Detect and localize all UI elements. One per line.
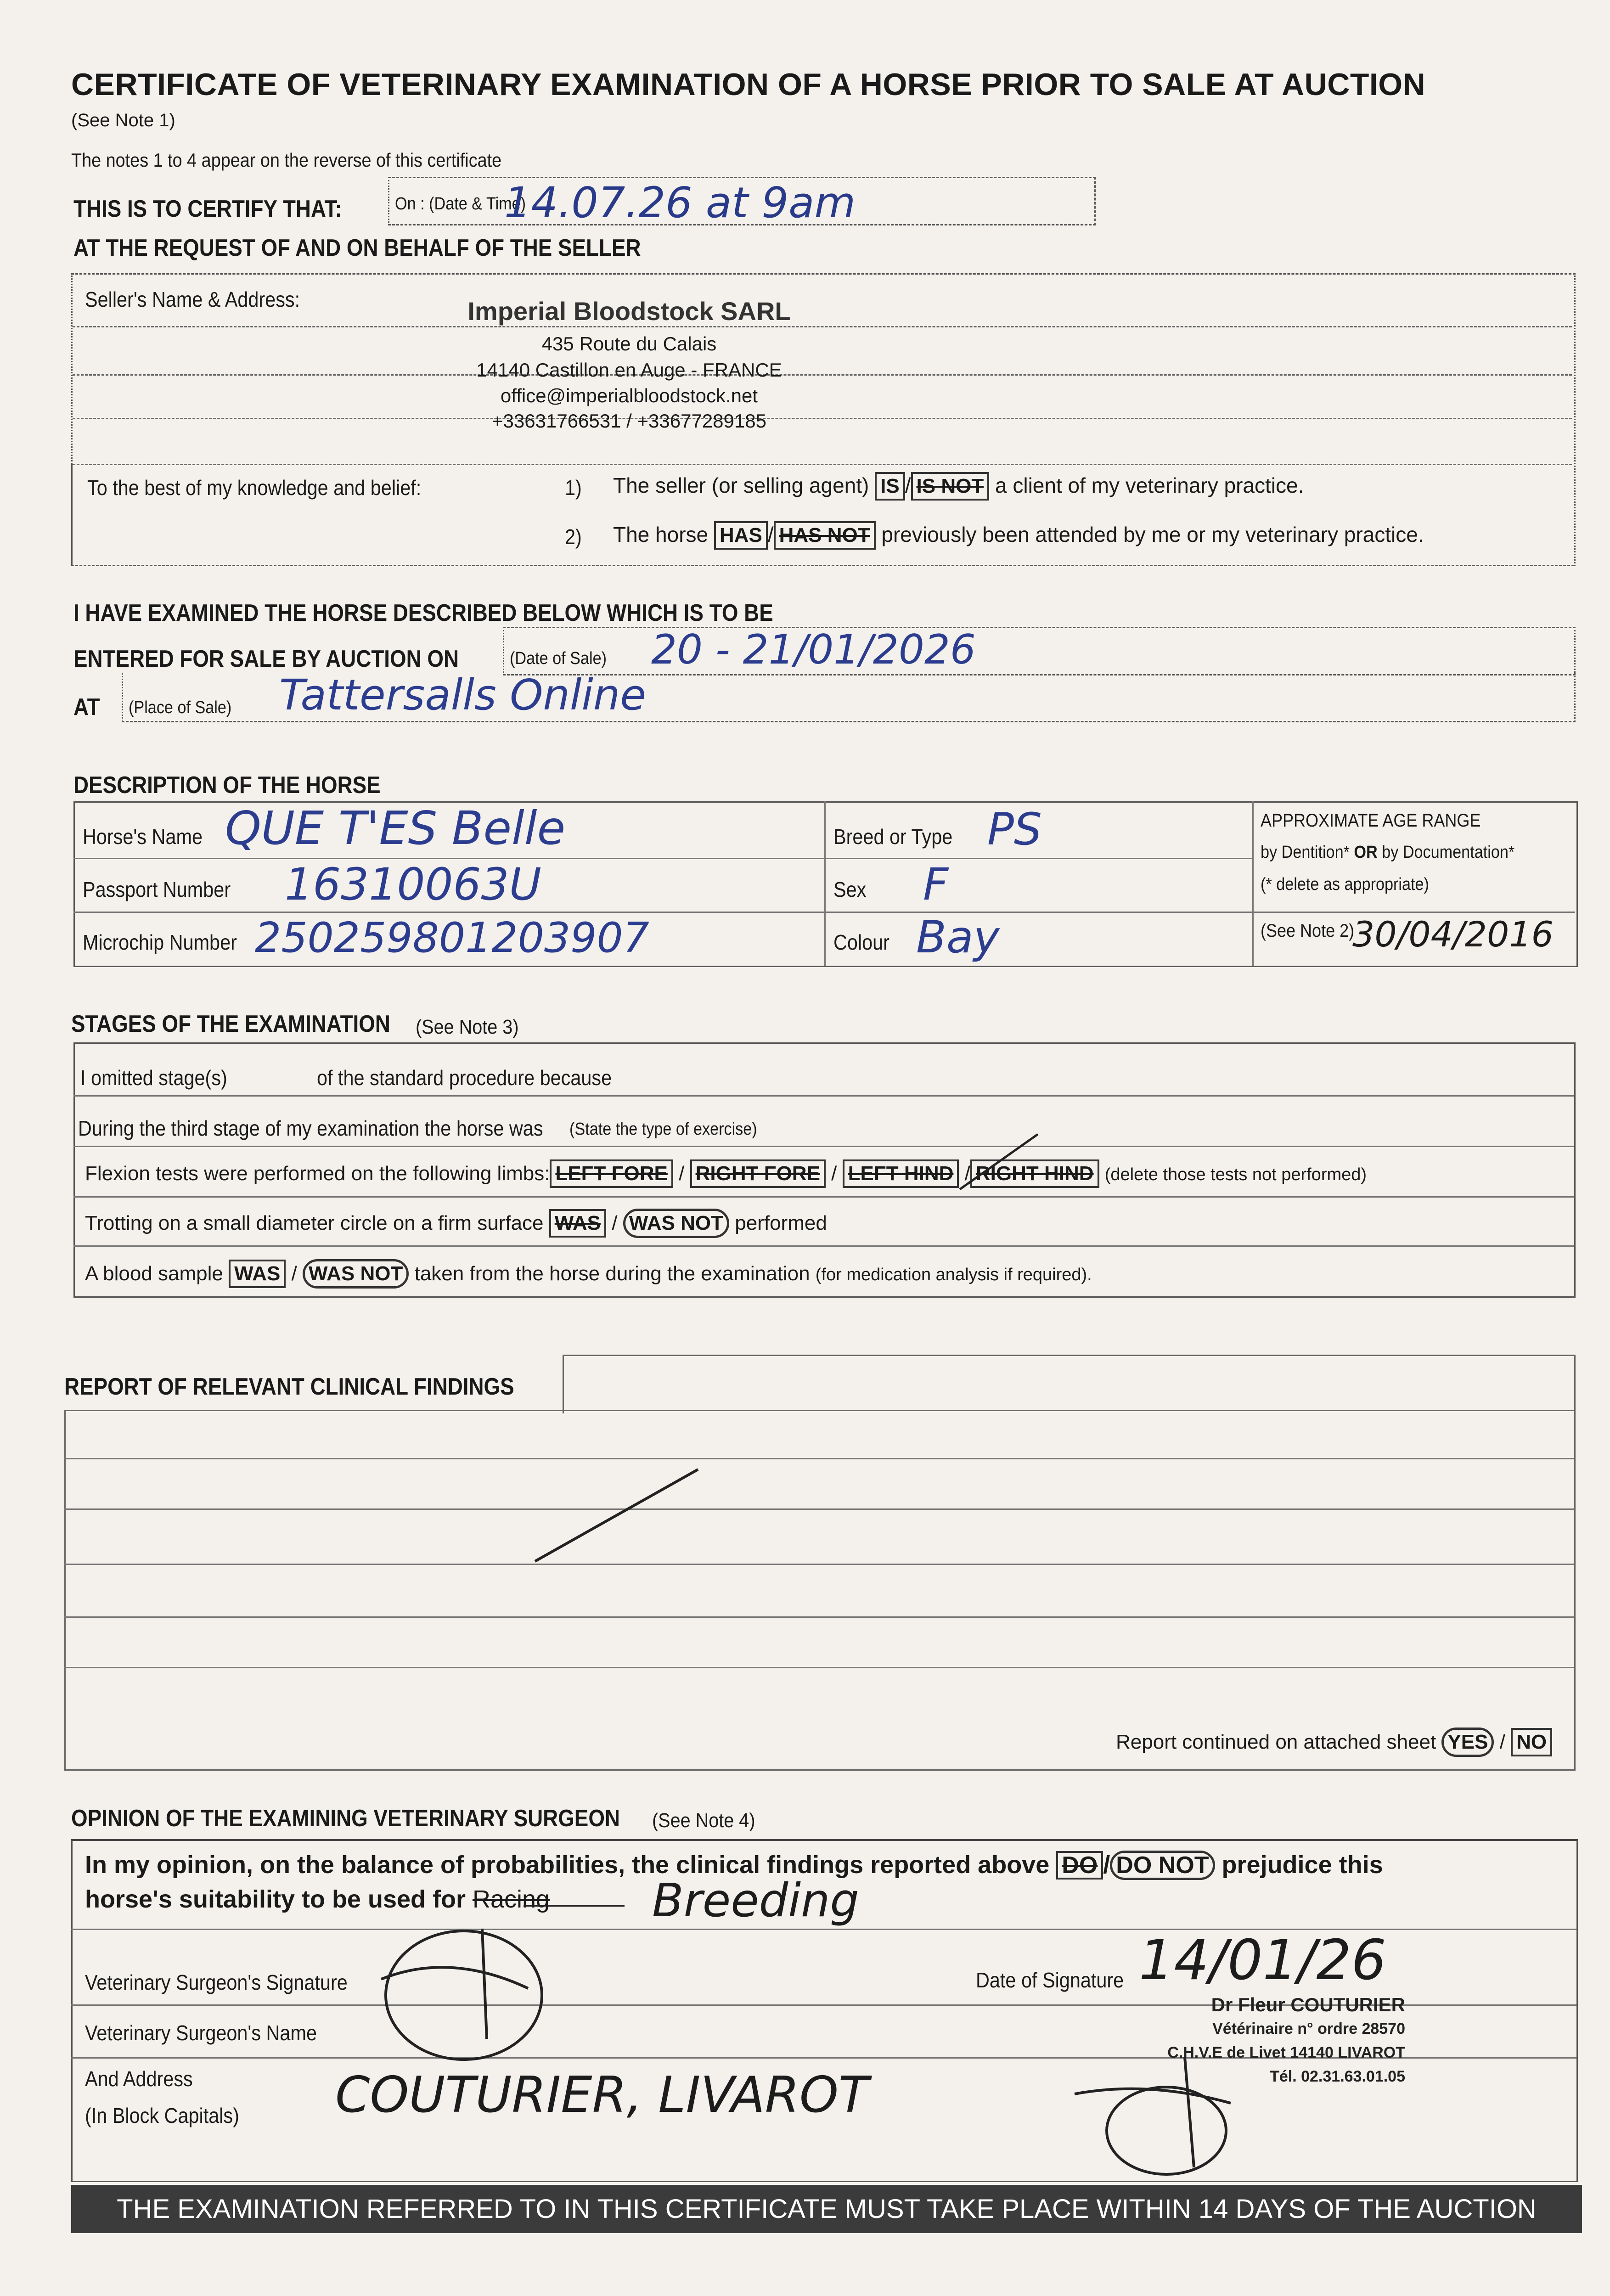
flexion-left-fore[interactable]: LEFT FORE: [550, 1159, 673, 1188]
opinion-line2-pre: horse's suitability to be used for: [85, 1885, 466, 1913]
age-see-note: (See Note 2): [1261, 921, 1355, 941]
microchip-label: Microchip Number: [83, 930, 237, 954]
sep: /: [1499, 1731, 1505, 1753]
signature-strokes: [381, 1929, 528, 2039]
opinion-do-option[interactable]: DO: [1056, 1851, 1103, 1880]
trot-post: performed: [735, 1212, 827, 1234]
stamp-line1: Dr Fleur COUTURIER: [1211, 1994, 1405, 2015]
on-date-time-label: On : (Date & Time): [395, 194, 526, 214]
notes-line: The notes 1 to 4 appear on the reverse of this certificate: [71, 149, 502, 171]
seller-name: Imperial Bloodstock SARL: [467, 297, 791, 326]
flexion-note: (delete those tests not performed): [1104, 1165, 1367, 1184]
passport-value[interactable]: 16310063U: [285, 859, 541, 910]
age-value[interactable]: 30/04/2016: [1352, 914, 1554, 955]
blood-was-not-option[interactable]: WAS NOT: [303, 1259, 409, 1289]
description-heading: DESCRIPTION OF THE HORSE: [73, 772, 381, 799]
flexion-left-hind[interactable]: LEFT HIND: [843, 1159, 959, 1188]
trot-was-not-option[interactable]: WAS NOT: [623, 1209, 729, 1238]
stages-heading: STAGES OF THE EXAMINATION: [71, 1011, 390, 1037]
sep: /: [831, 1162, 837, 1185]
microchip-value[interactable]: 250259801203907: [255, 914, 649, 962]
stages-heading-note: (See Note 3): [416, 1016, 519, 1038]
flexion-right-hind[interactable]: RIGHT HIND: [970, 1159, 1099, 1188]
flexion-strike: [960, 1134, 1038, 1189]
sep: /: [964, 1162, 970, 1185]
colour-label: Colour: [833, 930, 889, 954]
seller-email: office@imperialbloodstock.net: [500, 385, 758, 406]
sex-label: Sex: [833, 878, 867, 901]
address-label1: And Address: [85, 2067, 193, 2091]
item2-post: previously been attended by me or my veterinary practice.: [881, 523, 1424, 546]
item2-pre: The horse: [613, 523, 709, 546]
title-see-note: (See Note 1): [71, 110, 175, 130]
date-of-sale-label: (Date of Sale): [510, 649, 607, 668]
report-continued-yes[interactable]: YES: [1441, 1728, 1494, 1757]
sale-line1: I HAVE EXAMINED THE HORSE DESCRIBED BELOW WHICH IS TO BE: [73, 600, 773, 626]
sex-value[interactable]: F: [923, 859, 949, 910]
report-heading: REPORT OF RELEVANT CLINICAL FINDINGS: [64, 1373, 514, 1400]
trot-was-option[interactable]: WAS: [549, 1209, 606, 1238]
breed-value[interactable]: PS: [987, 804, 1042, 855]
use-value[interactable]: Breeding: [652, 1874, 859, 1927]
opinion-heading: OPINION OF THE EXAMINING VETERINARY SURGEON: [71, 1805, 620, 1832]
opinion-heading-note: (See Note 4): [652, 1809, 755, 1832]
knowledge-item2-num: 2): [565, 525, 582, 549]
horse-name-label: Horse's Name: [83, 825, 203, 849]
date-of-signature-label: Date of Signature: [976, 1968, 1124, 1992]
place-of-sale-value: Tattersalls Online: [279, 670, 646, 720]
place-of-sale-label: (Place of Sale): [129, 698, 232, 717]
sep: /: [767, 523, 774, 546]
seller-address1: 435 Route du Calais: [541, 333, 717, 355]
breed-label: Breed or Type: [833, 825, 953, 849]
sep: /: [679, 1162, 685, 1185]
item1-pre: The seller (or selling agent): [613, 473, 869, 497]
seller-phone: +33631766531 / +33677289185: [492, 410, 766, 432]
sep: /: [905, 473, 911, 497]
age-line2: (* delete as appropriate): [1261, 875, 1429, 894]
vet-name-label: Veterinary Surgeon's Name: [85, 2021, 317, 2045]
age-dentition[interactable]: by Dentition*: [1261, 843, 1354, 862]
opinion-text-pre: In my opinion, on the balance of probabilities, the clinical findings reported above: [85, 1851, 1050, 1879]
passport-label: Passport Number: [83, 878, 231, 901]
seller-address2: 14140 Castillon en Auge - FRANCE: [476, 359, 782, 381]
signature-label: Veterinary Surgeon's Signature: [85, 1970, 348, 1994]
knowledge-label: To the best of my knowledge and belief:: [87, 476, 422, 500]
footer-banner: THE EXAMINATION REFERRED TO IN THIS CERTIFICATE MUST TAKE PLACE WITHIN 14 DAYS OF THE AUCTION: [71, 2185, 1582, 2233]
age-or: OR: [1354, 843, 1378, 862]
report-continued-no[interactable]: NO: [1511, 1728, 1552, 1756]
stamp-line4: Tél. 02.31.63.01.05: [1270, 2068, 1405, 2085]
horse-has-not-option[interactable]: HAS NOT: [774, 521, 876, 550]
seller-label: Seller's Name & Address:: [85, 287, 300, 311]
opinion-do-not-option[interactable]: DO NOT: [1110, 1851, 1215, 1880]
stamp-line2: Vétérinaire n° ordre 28570: [1212, 2020, 1405, 2037]
blood-label: A blood sample: [85, 1262, 223, 1285]
client-is-not-option[interactable]: IS NOT: [911, 472, 990, 501]
request-line: AT THE REQUEST OF AND ON BEHALF OF THE SELLER: [73, 235, 641, 261]
report-continued-label: Report continued on attached sheet: [1116, 1731, 1436, 1753]
on-date-time-value: 14.07.26 at 9am: [504, 178, 856, 227]
item1-post: a client of my veterinary practice.: [995, 473, 1304, 497]
third-stage-note: (State the type of exercise): [569, 1120, 757, 1139]
certificate-title: CERTIFICATE OF VETERINARY EXAMINATION OF A HORSE PRIOR TO SALE AT AUCTION: [71, 67, 1426, 102]
blood-post: taken from the horse during the examination: [414, 1262, 810, 1285]
vet-name-address-value[interactable]: COUTURIER, LIVAROT: [335, 2066, 869, 2124]
horse-name-value[interactable]: QUE T'ES Belle: [225, 801, 566, 855]
age-documentation[interactable]: by Documentation*: [1377, 843, 1515, 862]
sale-line2: ENTERED FOR SALE BY AUCTION ON: [73, 646, 459, 672]
signature-scribble: [386, 1931, 542, 2060]
sep: /: [612, 1212, 618, 1234]
certify-label: THIS IS TO CERTIFY THAT:: [73, 196, 342, 222]
address-label2: (In Block Capitals): [85, 2104, 239, 2127]
sep: /: [1103, 1851, 1110, 1879]
knowledge-item1-num: 1): [565, 476, 582, 500]
flexion-right-fore[interactable]: RIGHT FORE: [690, 1159, 826, 1188]
struck-use-racing: Racing: [473, 1885, 550, 1913]
sep: /: [291, 1262, 297, 1285]
horse-has-option[interactable]: HAS: [714, 521, 768, 550]
trot-label: Trotting on a small diameter circle on a firm surface: [85, 1212, 544, 1234]
client-is-option[interactable]: IS: [875, 472, 905, 501]
report-strike-line: [535, 1469, 698, 1561]
age-heading: APPROXIMATE AGE RANGE: [1261, 810, 1481, 831]
opinion-text-post: prejudice this: [1222, 1851, 1383, 1879]
stamp-line3: C.H.V.E de Livet 14140 LIVAROT: [1167, 2044, 1405, 2061]
omitted-label: I omitted stage(s): [80, 1066, 227, 1090]
flexion-label: Flexion tests were performed on the following limbs:: [85, 1162, 550, 1185]
date-of-signature-value[interactable]: 14/01/26: [1139, 1929, 1386, 1992]
third-stage-label: During the third stage of my examination the horse was: [78, 1116, 543, 1140]
at-label: AT: [73, 694, 100, 720]
stamp-signature-scribble: [1107, 2087, 1226, 2174]
date-of-sale-value: 20 - 21/01/2026: [651, 626, 976, 673]
omitted-because: of the standard procedure because: [317, 1066, 612, 1090]
blood-note: (for medication analysis if required).: [815, 1265, 1092, 1284]
blood-was-option[interactable]: WAS: [229, 1260, 286, 1288]
stamp-signature-strokes: [1075, 2057, 1231, 2167]
colour-value[interactable]: Bay: [916, 912, 1000, 963]
